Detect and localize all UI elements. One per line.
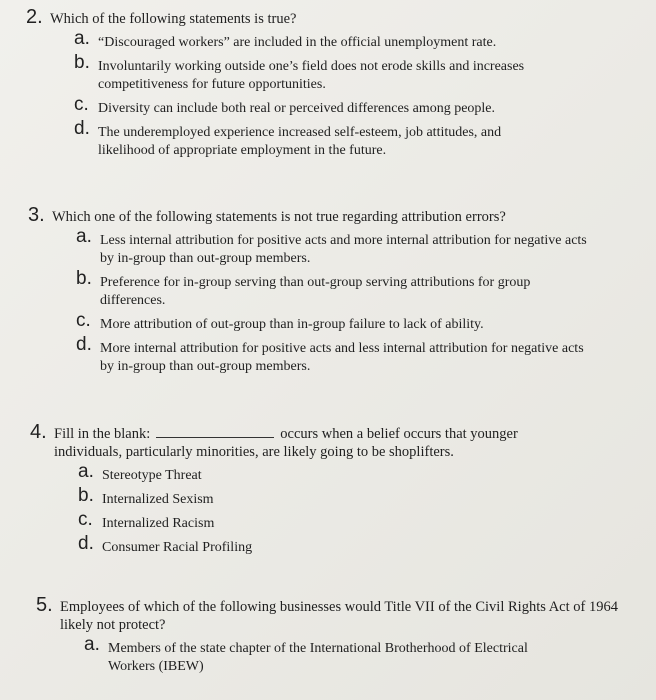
question-2 <box>26 6 640 160</box>
choice-text: Consumer Racial Profiling <box>102 540 253 555</box>
choice-d <box>78 533 554 557</box>
choice-text: Internalized Sexism <box>102 492 214 507</box>
choice-b <box>78 485 554 509</box>
choice-letter: c. <box>78 509 93 530</box>
choice-text: Involuntarily working outside one’s field does not erode skills and increases competitiveness for future opportunities. <box>98 59 525 92</box>
choice-a <box>76 226 596 268</box>
question-3 <box>28 204 642 376</box>
choice-letter: b. <box>76 268 92 289</box>
choice-a <box>78 461 554 485</box>
question-text: Which of the following statements is true? <box>50 11 297 27</box>
choice-letter: a. <box>76 226 92 247</box>
choice-c <box>74 94 554 118</box>
choice-letter: a. <box>78 461 94 482</box>
choice-letter: c. <box>76 310 91 331</box>
choice-text: Diversity can include both real or perceived differences among people. <box>98 101 496 116</box>
question-number: 4. <box>30 421 47 443</box>
choice-letter: a. <box>84 634 100 655</box>
choice-text: “Discouraged workers” are included in the official unemployment rate. <box>98 35 497 50</box>
fill-in-blank <box>156 425 274 438</box>
choice-letter: d. <box>74 118 90 139</box>
choice-text: The underemployed experience increased self-esteem, job attitudes, and likelihood of appropriate employment in the future. <box>98 125 502 158</box>
choice-d <box>76 334 596 376</box>
choice-text: Members of the state chapter of the International Brotherhood of Electrical Workers (IBEW) <box>108 641 528 674</box>
choice-letter: b. <box>74 52 90 73</box>
question-number: 3. <box>28 204 45 226</box>
question-number: 5. <box>36 594 53 616</box>
choice-text: More internal attribution for positive acts and less internal attribution for negative acts by in-group than out-group members. <box>100 341 584 374</box>
choice-letter: c. <box>74 94 89 115</box>
choice-text: Less internal attribution for positive acts and more internal attribution for negative acts by in-group than out-group members. <box>100 233 587 266</box>
choice-text: More attribution of out-group than in-group failure to lack of ability. <box>100 317 484 332</box>
question-number: 2. <box>26 6 43 28</box>
choice-text: Stereotype Threat <box>102 468 202 483</box>
choice-letter: b. <box>78 485 94 506</box>
choice-text: Internalized Racism <box>102 516 215 531</box>
question-text: Employees of which of the following businesses would Title VII of the Civil Rights Act of 1964 likely not protect? <box>60 599 618 633</box>
question-text <box>54 425 554 461</box>
choice-c <box>78 509 554 533</box>
choice-b <box>74 52 554 94</box>
choice-text: Preference for in-group serving than out-group serving attributions for group differences. <box>100 275 531 308</box>
question-text: Which one of the following statements is not true regarding attribution errors? <box>52 209 506 225</box>
choice-a <box>84 634 554 676</box>
choice-a <box>74 28 554 52</box>
choice-letter: d. <box>78 533 94 554</box>
choice-b <box>76 268 596 310</box>
question-text-after-blank: occurs when a belief occurs that younger individuals, particularly minorities, are likely going to be shoplifters. <box>54 426 518 460</box>
question-4 <box>30 421 554 557</box>
question-5 <box>36 594 620 676</box>
choice-c <box>76 310 596 334</box>
question-text-before-blank: Fill in the blank: <box>54 426 151 442</box>
choice-letter: a. <box>74 28 90 49</box>
choice-d <box>74 118 554 160</box>
choice-letter: d. <box>76 334 92 355</box>
